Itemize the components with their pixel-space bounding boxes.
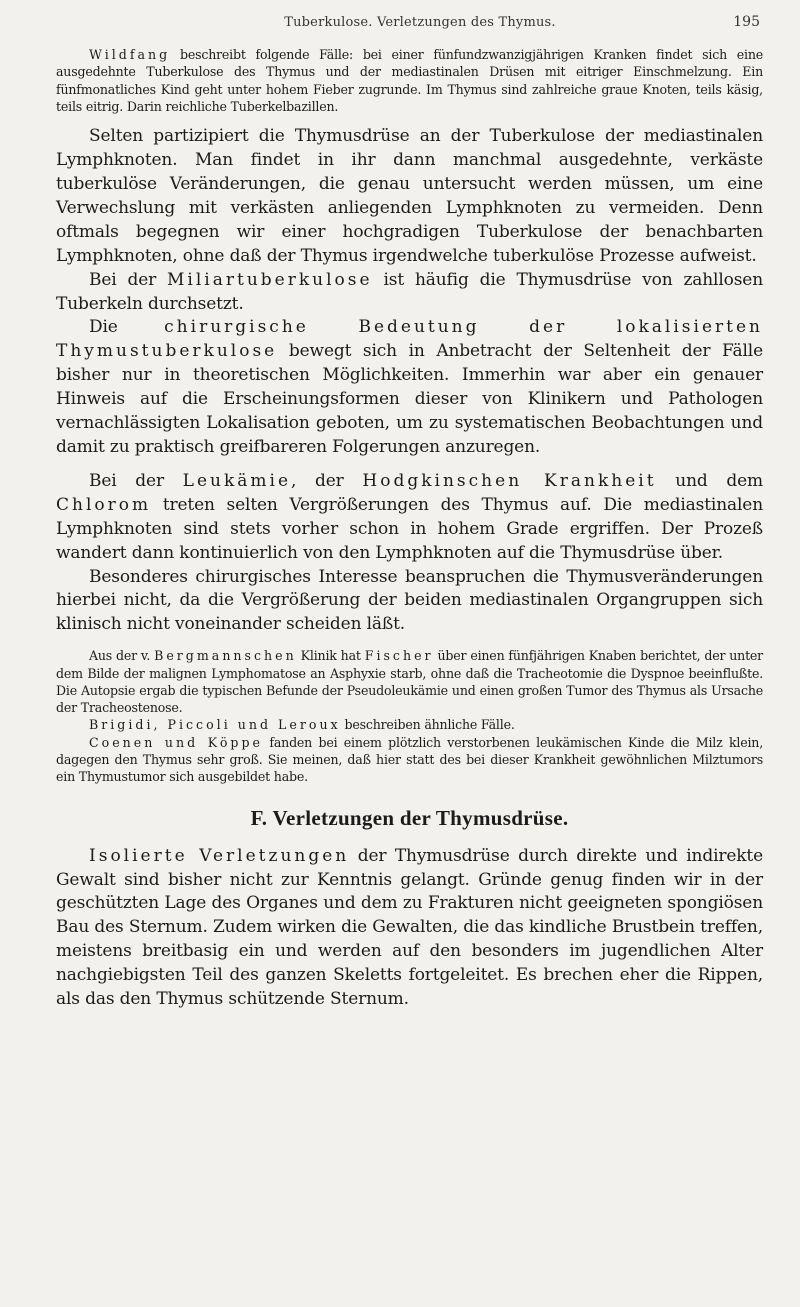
author-name: Fischer [364,648,434,664]
paragraph-brigidi: Brigidi, Piccoli und Leroux beschreiben ähnliche Fälle. [89,717,515,733]
author-name: Bergmannschen [154,648,297,664]
spaced-term: Leukämie [182,470,292,491]
author-name: Brigidi, Piccoli und Leroux [89,717,341,733]
spaced-term: Isolierte Verletzungen [89,845,350,866]
text-block [56,46,763,1012]
paragraph-miliartuberkulose: Bei der Miliartuberkulose ist häufig die Thymusdrüse von zahllosen Tuberkeln durchsetzt. [56,269,763,314]
paragraph-coenen: Coenen und Köppe fanden bei einem plötzlich verstorbenen leukämischen Kinde die Milz klein, dagegen den Thymus sehr groß. Sie meinen, daß hier statt des bei dieser Krankheit gewöhnlichen Milztumors ein Thymustumor sich ausgebildet habe. [56,734,763,785]
spaced-term: Hodgkinschen Krankheit [362,470,657,491]
section-heading: F. Verletzungen der Thymusdrüse. [250,805,569,830]
spaced-term: Chlorom [56,494,152,515]
page-number: 195 [733,14,760,30]
author-name: Wildfang [89,47,171,62]
paragraph-verletzungen: Isolierte Verletzungen der Thymusdrüse durch direkte und indirekte Gewalt sind bisher nicht zur Kenntnis gelangt. Gründe genug finden wir in der geschützten Lage des Organes und dem zu Frakturen nicht geeigneten spongiösen Bau des Sternum. Zudem wirken die Gewalten, die das kindliche Brustbein treffen, meistens breitbasig ein und werden auf den besonders im jugendlichen Alter nachgiebigsten Teil des ganzen Skeletts fortgeleitet. Es brechen eher die Rippen, als das den Thymus schützende Sternum. [56,845,763,1010]
paragraph-text: beschreibt folgende Fälle: bei einer fünfundzwanzigjährigen Kranken findet sich eine ausgedehnte Tuberkulose des Thymus und der mediastinalen Drüsen mit eitriger Einschmelzung. Ein fünfmonatliches Kind geht unter hohem Fieber zugrunde. Im Thymus sind zahlreiche graue Knoten, teils käsig, teils eitrig. Darin reichliche Tuberkelbazillen. [56,47,763,114]
running-head: Tuberkulose. Verletzungen des Thymus. [284,15,556,30]
paragraph-mediastinal: Selten partizipiert die Thymusdrüse an der Tuberkulose der mediastinalen Lymphknoten. Man findet in ihr dann manchmal ausgedehnte, verkäste tuberkulöse Veränderungen, die genau untersucht werden müssen, um eine Verwechslung mit verkästen anliegenden Lymphknoten zu vermeiden. Denn oftmals begegnen wir einer hochgradigen Tuberkulose der benachbarten Lymphknoten, ohne daß der Thymus irgendwelche tuberkulöse Prozesse aufweist. [56,126,763,266]
paragraph-wildfang [56,46,763,115]
author-name: Coenen und Köppe [89,734,264,750]
paragraph-interesse: Besonderes chirurgisches Interesse beanspruchen die Thymusveränderungen hierbei nicht, da die Vergrößerung der beiden mediastinalen Organgruppen sich klinisch nicht voneinander scheiden läßt. [56,566,763,635]
spaced-term: chirurgische Bedeutung der lokalisierten Thymustuberkulose [56,317,763,362]
paragraph-bergmann: Aus der v. Bergmannschen Klinik hat Fischer über einen fünfjährigen Knaben berichtet, der unter dem Bilde der malignen Lymphomatose an Asphyxie starb, ohne daß die Tracheotomie die Dyspnoe beeinflußte. Die Autopsie ergab die typischen Befunde der Pseudoleukämie und einen großen Tumor des Thymus als Ursache der Tracheostenose. [56,648,764,716]
spaced-term: Miliartuberkulose [167,269,373,290]
paragraph-leukaemie: Bei der Leukämie, der Hodgkinschen Krankheit und dem Chlorom treten selten Vergrößerungen des Thymus auf. Die mediastinalen Lymphknoten sind stets vorher schon in hohem Grade ergriffen. Der Prozeß wandert dann kontinuierlich von den Lymphknoten auf die Thymusdrüse über. [56,470,764,563]
paragraph-chirurgische-bedeutung: Die chirurgische Bedeutung der lokalisierten Thymustuberkulose bewegt sich in Anbetracht der Seltenheit der Fälle bisher nur in theoretischen Möglichkeiten. Immerhin war aber ein genauer Hinweis auf die Erscheinungsformen dieser von Klinikern und Pathologen vernachlässigten Lokalisation geboten, um zu systematischen Beobachtungen und damit zu praktisch greifbareren Folgerungen anzuregen. [56,317,763,457]
